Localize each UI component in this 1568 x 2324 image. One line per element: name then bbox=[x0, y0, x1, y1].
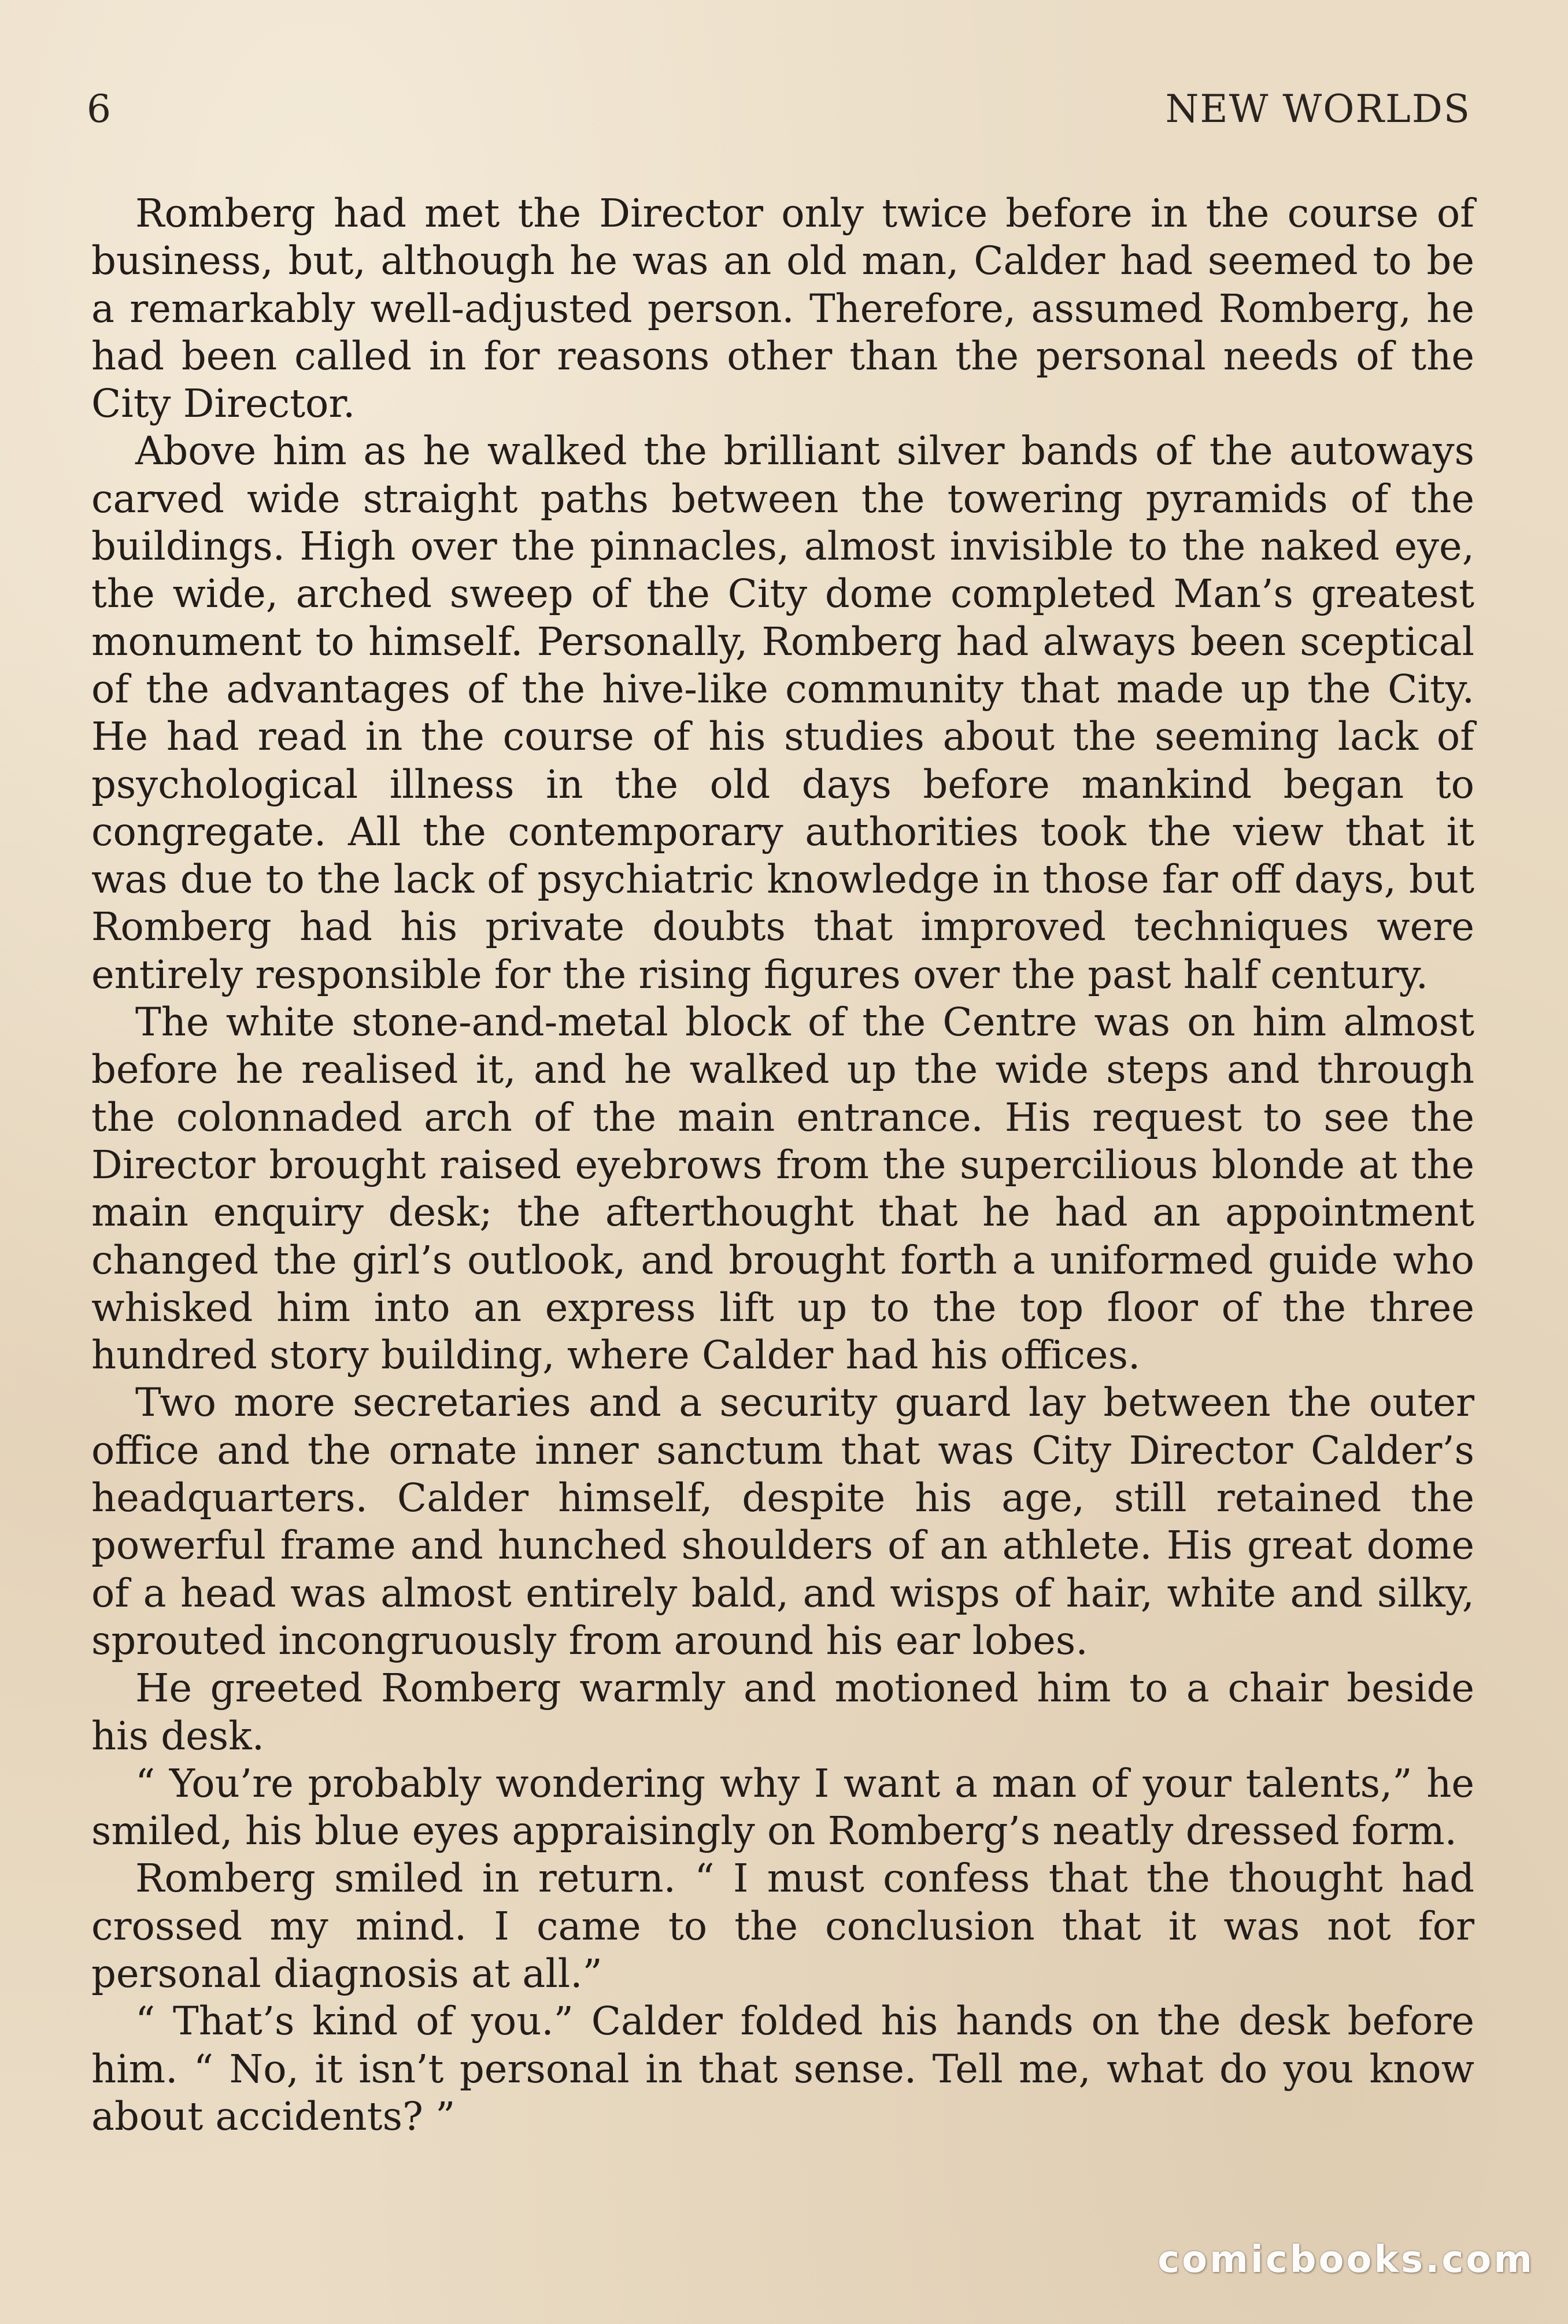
page-header bbox=[87, 87, 1471, 145]
paragraph: “ That’s kind of you.” Calder folded his hands on the desk before him. “ No, it isn’t personal in that sense. Tell me, what do you know about accidents? ” bbox=[91, 1999, 1474, 2139]
running-head: NEW WORLDS bbox=[1165, 87, 1471, 131]
paragraph: The white stone-and-metal block of the Centre was on him almost before he realised it, and he walked up the wide steps and through the colonnaded arch of the main entrance. His request to see the Director brought raised eyebrows from the supercilious blonde at the main enquiry desk; the afterthought that he had an appointment changed the girl’s outlook, and brought forth a uniformed guide who whisked him into an express lift up to the top floor of the three hundred story building, where Calder had his offices. bbox=[91, 1000, 1474, 1378]
paragraph: Above him as he walked the brilliant silver bands of the autoways carved wide straight paths between the towering pyramids of the buildings. High over the pinnacles, almost invisible to the naked eye, the wide, arched sweep of the City dome completed Man’s greatest monument to himself. Personally, Romberg had always been sceptical of the advantages of the hive-like community that made up the City. He had read in the course of his studies about the seeming lack of psychological illness in the old days before mankind began to congregate. All the contemporary authorities took the view that it was due to the lack of psychiatric knowledge in those far off days, but Romberg had his private doubts that improved techniques were entirely responsible for the rising figures over the past half century. bbox=[91, 428, 1474, 997]
paragraph: “ You’re probably wondering why I want a man of your talents,” he smiled, his blue eyes appraisingly on Romberg’s neatly dressed form. bbox=[91, 1760, 1474, 1854]
paragraph: Romberg smiled in return. “ I must confess that the thought had crossed my mind. I came to the conclusion that it was not for personal diagnosis at all.” bbox=[91, 1856, 1474, 1996]
paragraph: Two more secretaries and a security guard lay between the outer office and the ornate inner sanctum that was City Director Calder’s headquarters. Calder himself, despite his age, still retained the powerful frame and hunched shoulders of an athlete. His great dome of a head was almost entirely bald, and wisps of hair, white and silky, sprouted incongruously from around his ear lobes. bbox=[91, 1380, 1474, 1663]
paragraph: He greeted Romberg warmly and motioned him to a chair beside his desk. bbox=[91, 1666, 1474, 1759]
paragraph: Romberg had met the Director only twice before in the course of business, but, although he was an old man, Calder had seemed to be a remarkably well-adjusted person. Therefore, assumed Romberg, he had been called in for reasons other than the personal needs of the City Director. bbox=[91, 191, 1474, 427]
page-number: 6 bbox=[87, 87, 112, 131]
body-text bbox=[91, 190, 1474, 2140]
watermark-logo: comicbooks.com bbox=[1157, 2238, 1534, 2281]
